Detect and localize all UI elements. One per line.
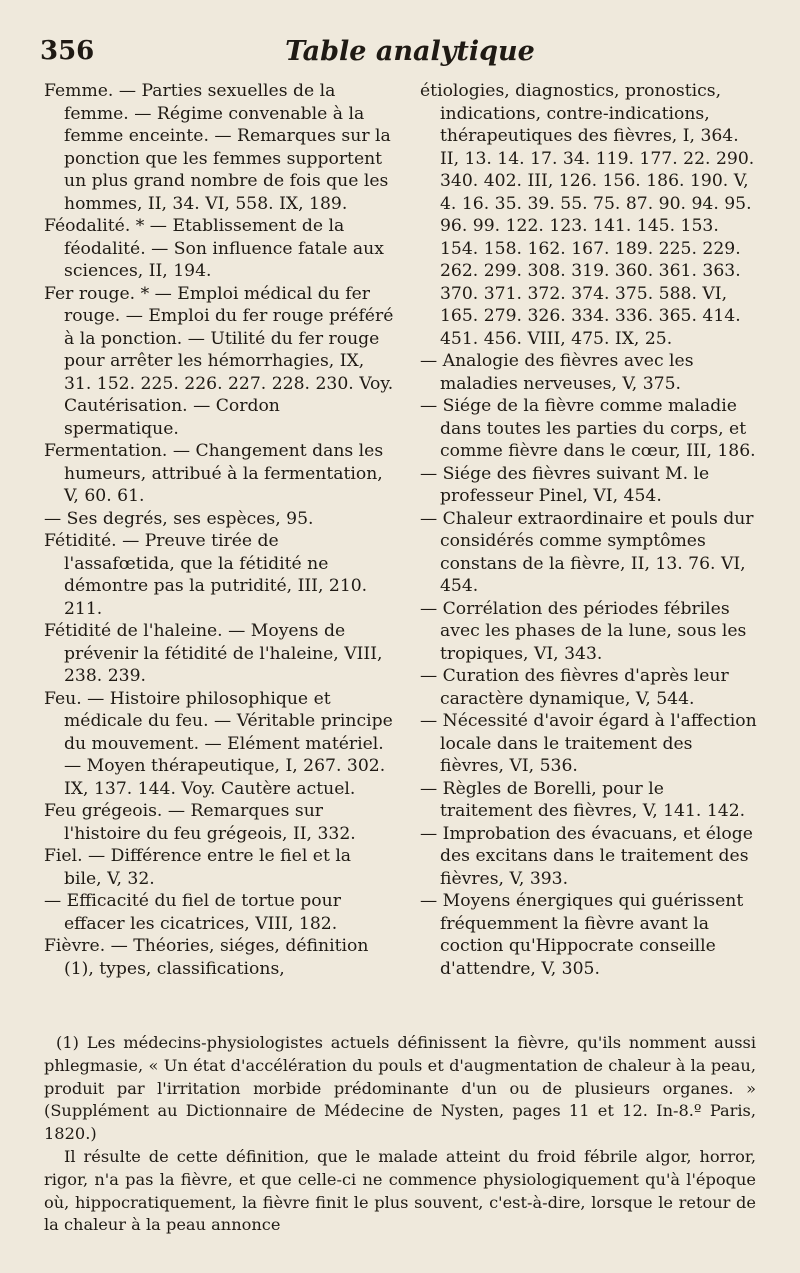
index-subentry: — Improbation des évacuans, et éloge des excitans dans le traitement des fièvres, V, 393.	[420, 823, 753, 889]
index-subentry: — Siége de la fièvre comme maladie dans toutes les parties du corps, et comme fièvre dans le cœur, III, 186.	[420, 396, 756, 461]
index-subentry: — Règles de Borelli, pour le traitement des fièvres, V, 141. 142.	[420, 778, 746, 821]
index-entry-continued: étiologies, diagnostics, pronostics, indications, contre-indications, thérapeutiques des fièvres, I, 364. II, 13. 14. 17. 34. 119. 177. 22. 290. 340. 402. III, 126. 156. 186. 190. V, 4. 16. 35. 39. 55. 75. 87. 90. 94. 95. 96. 99. 122. 123. 141. 145. 153. 154. 158. 162. 167. 189. 225. 229. 262. 299. 308. 319. 360. 361. 363. 370. 371. 372. 374. 375. 588. VI, 165. 279. 326. 334. 336. 365. 414. 451. 456. VIII, 475. IX, 25.	[420, 81, 755, 349]
index-entry: Fiel. — Différence entre le fiel et la bile, V, 32.	[44, 846, 352, 889]
index-subentry: — Chaleur extraordinaire et pouls dur considérés comme symptômes constans de la fièvre, II, 13. 76. VI, 454.	[420, 508, 754, 596]
index-subentry: — Analogie des fièvres avec les maladies nerveuses, V, 375.	[420, 351, 694, 394]
footnote	[44, 1032, 756, 1237]
page-number: 356	[40, 36, 95, 66]
index-subentry: — Siége des fièvres suivant M. le professeur Pinel, VI, 454.	[420, 463, 710, 506]
index-subentry: — Nécessité d'avoir égard à l'affection locale dans le traitement des fièvres, VI, 536.	[420, 711, 757, 776]
index-entry: Femme. — Parties sexuelles de la femme. — Régime convenable à la femme enceinte. — Remarques sur la ponction que les femmes supportent un plus grand nombre de fois que les hommes, II, 34. VI, 558. IX, 189.	[44, 81, 391, 214]
index-column-right	[420, 80, 758, 980]
index-entry: Féodalité. * — Etablissement de la féodalité. — Son influence fatale aux sciences, II, 194.	[44, 216, 384, 281]
footnote-paragraph: (1) Les médecins-physiologistes actuels définissent la fièvre, qu'ils nomment aussi phlegmasie, « Un état d'accélération du pouls et d'augmentation de chaleur à la peau, produit par l'irritation morbide prédominante d'un ou de plusieurs organes. » (Supplément au Dictionnaire de Médecine de Nysten, pages 11 et 12. In-8.º Paris, 1820.)	[44, 1033, 756, 1144]
index-column-left	[44, 80, 394, 980]
index-subentry: — Curation des fièvres d'après leur caractère dynamique, V, 544.	[420, 666, 729, 709]
index-entry: Fièvre. — Théories, siéges, définition (1), types, classifications,	[44, 936, 369, 979]
index-entry: Feu. — Histoire philosophique et médicale du feu. — Véritable principe du mouvement. — Elément matériel. — Moyen thérapeutique, I, 267. 302. IX, 137. 144. Voy. Cautère actuel.	[44, 688, 393, 799]
page-header	[40, 36, 780, 76]
footnote-paragraph: Il résulte de cette définition, que le malade atteint du froid fébrile algor, horror, rigor, n'a pas la fièvre, et que celle-ci ne commence physiologiquement qu'à l'époque où, hippocratiquement, la fièvre finit le plus souvent, c'est-à-dire, lorsque le retour de la chaleur à la peau annonce	[44, 1146, 756, 1235]
index-subentry: — Ses degrés, ses espèces, 95.	[44, 508, 314, 529]
index-entry: Fer rouge. * — Emploi médical du fer rouge. — Emploi du fer rouge préféré à la ponction. — Utilité du fer rouge pour arrêter les hémorrhagies, IX, 31. 152. 225. 226. 227. 228. 230. Voy. Cautérisation. — Cordon spermatique.	[44, 283, 394, 439]
index-entry: Fétidité. — Preuve tirée de l'assafœtida, que la fétidité ne démontre pas la putridité, III, 210. 211.	[44, 531, 368, 619]
running-title: Table analytique	[285, 36, 535, 67]
index-entry: Fétidité de l'haleine. — Moyens de prévenir la fétidité de l'haleine, VIII, 238. 239.	[44, 621, 383, 686]
index-entry: Fermentation. — Changement dans les humeurs, attribué à la fermentation, V, 60. 61.	[44, 441, 384, 506]
index-subentry: — Corrélation des périodes fébriles avec les phases de la lune, sous les tropiques, VI, 343.	[420, 598, 747, 664]
index-entry: Feu grégeois. — Remarques sur l'histoire du feu grégeois, II, 332.	[44, 801, 356, 844]
index-subentry: — Moyens énergiques qui guérissent fréquemment la fièvre avant la coction qu'Hippocrate conseille d'attendre, V, 305.	[420, 891, 744, 979]
index-subentry: — Efficacité du fiel de tortue pour effacer les cicatrices, VIII, 182.	[44, 891, 341, 934]
